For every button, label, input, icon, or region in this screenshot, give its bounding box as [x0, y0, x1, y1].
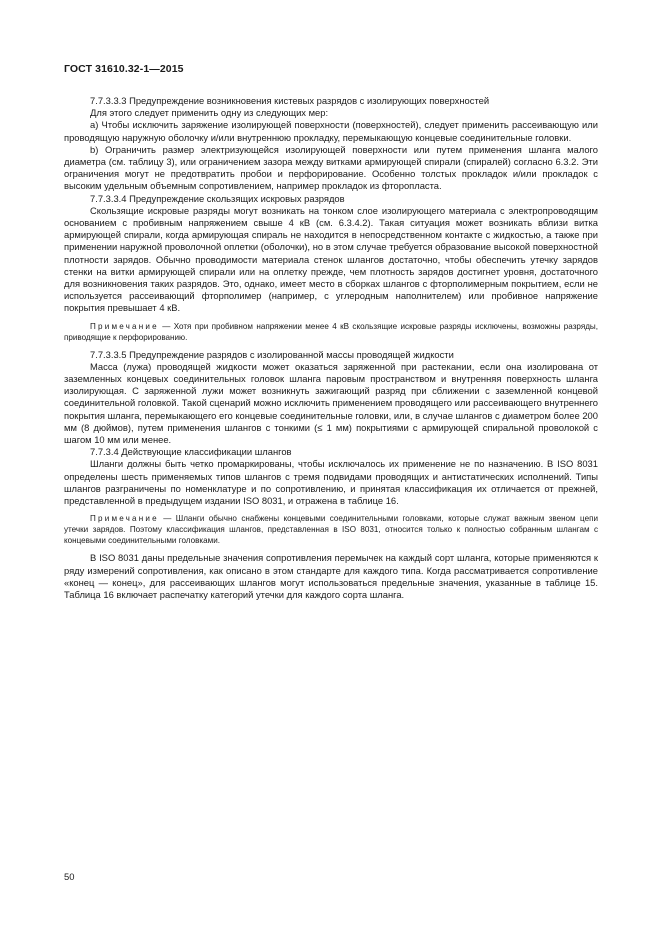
note-text: — Хотя при пробивном напряжении менее 4 кВ скользящие искровые разряды исключены, возможны разряды, приводящие к перфорированию.: [64, 321, 598, 342]
section-heading-7-7-3-3-5: 7.7.3.3.5 Предупреждение разрядов с изолированной массы проводящей жидкости: [90, 348, 454, 360]
paragraph: Масса (лужа) проводящей жидкости может оказаться заряженной при растекании, если она изолирована от заземленных концевых соединительных головок шланга паровым пространством и внутренняя поверхность шланга изолирующая. С заряженной лужи может возникнуть зажигающий разряд при сближении с заземленной концевой соединительной головкой. Такой сценарий можно исключить применением проводящего или рассеивающего внутреннего покрытия шланга, перемыкающего его концевые соединительные головки, или, в случае шлангов с диаметром более 200 мм (8 дюймов), путем применения шлангов с тонкими (≤ 1 мм) покрытиями с армирующей спиральной проволокой с шагом 10 мм или менее.: [64, 360, 598, 446]
list-item-b: b) Ограничить размер электризующейся изолирующей поверхности или путем применения шланга малого диаметра (см. таблицу 3), или ограничением зазора между витками армирующей спирали (спиралей) согласно 6.3.2. Эти ограничения могут не предотвратить пробои и перфорирование. Особенно толстых прокладок и/или прокладок с высоким удельным объемным сопротивлением, например прокладок из фторопласта.: [64, 143, 598, 192]
section-heading-7-7-3-3-3: 7.7.3.3.3 Предупреждение возникновения кистевых разрядов с изолирующих поверхностей: [90, 95, 490, 106]
paragraph: Для этого следует применить одну из следующих мер:: [90, 107, 329, 119]
note-label: Примечание: [90, 321, 159, 331]
document-code-header: ГОСТ 31610.32-1—2015: [64, 63, 184, 75]
document-body: [64, 95, 598, 601]
note-text: — Шланги обычно снабжены концевыми соединительными головками, которые служат важным звеном цепи утечки зарядов. Поэтому классификация шлангов, представленная в ISO 8031, относится только к полностью собранным шлангам с концевыми соединительными головками.: [64, 514, 598, 546]
paragraph: Скользящие искровые разряды могут возникать на тонком слое изолирующего материала с электропроводящим основанием с пробивным напряжением свыше 4 кВ (см. 6.3.4.2). Такая ситуация может возникать вблизи витка армирующей спирали, когда армирующая спираль не находится в непосредственном контакте с жидкостью, а также при применении наружной проволочной оплетки (оболочки), но в этом случае требуется образование высокой поверхностной плотности зарядов. Обычно проводимости материала стенок шлангов достаточно, чтобы обеспечить утечку зарядов стенки на витки армирующей спирали или на оплетку прежде, чем плотность зарядов достигнет уровня, достаточного для возникновения таких разрядов. Это, однако, имеет место в сборках шлангов с фторполимерным покрытием, если не используется рассеивающий фторполимер (например, с углеродным наполнителем) или пробивное напряжение покрытия превышает 4 кВ.: [64, 204, 598, 314]
note-1: [64, 321, 598, 343]
paragraph: Шланги должны быть четко промаркированы, чтобы исключалось их применение не по назначению. В ISO 8031 определены шесть применяемых типов шлангов с тремя подвидами проводящих и антистатических исполнений. Типы шлангов разграничены по номенклатуре и по сопротивлению, и принятая классификация их отличается от прежней, представленной в предыдущем издании ISO 8031, и отражена в таблице 16.: [64, 458, 598, 507]
list-item-a: a) Чтобы исключить заряжение изолирующей поверхности (поверхностей), следует применить рассеивающую или проводящую наружную оболочку и/или внутреннюю прокладку, перемыкающую концевые соединительные головки.: [64, 119, 598, 143]
section-heading-7-7-3-3-4: 7.7.3.3.4 Предупреждение скользящих искровых разрядов: [90, 192, 345, 204]
note-label: Примечание: [90, 514, 159, 524]
page-number: 50: [64, 871, 75, 882]
section-heading-7-7-3-4: 7.7.3.4 Действующие классификации шлангов: [90, 446, 292, 458]
paragraph: В ISO 8031 даны предельные значения сопротивления перемычек на каждый сорт шланга, которые применяются к ряду измерений сопротивления, как описано в этом стандарте для каждого типа. Когда рассматривается сопротивление «конец — конец», для рассеивающих шлангов могут использоваться предельные значения, указанные в таблице 15. Таблица 16 включает распечатку категорий утечки для каждого сорта шланга.: [64, 552, 598, 600]
note-2: [64, 513, 598, 546]
